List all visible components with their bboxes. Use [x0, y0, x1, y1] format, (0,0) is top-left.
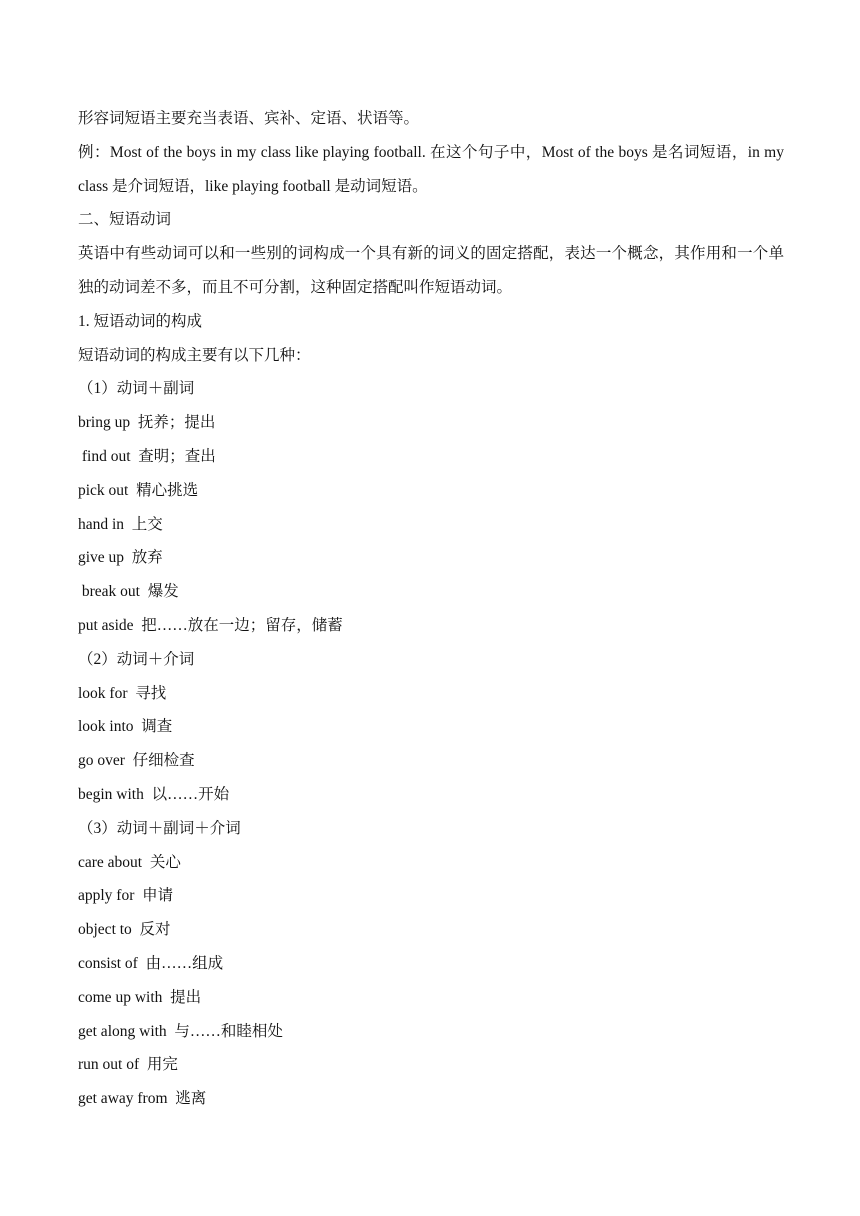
subheading-intro: 短语动词的构成主要有以下几种： — [78, 346, 311, 364]
phrase-item: come up with 提出 — [78, 988, 202, 1006]
document-page — [78, 102, 784, 1116]
phrase-item: go over 仔细检查 — [78, 752, 195, 770]
phrase-item: give up 放弃 — [78, 549, 163, 567]
phrase-item: get along with 与……和睦相处 — [78, 1022, 283, 1040]
phrase-item: pick out 精心挑选 — [78, 481, 199, 499]
phrase-item: look for 寻找 — [78, 684, 167, 702]
phrase-item: hand in 上交 — [78, 515, 163, 533]
example-paragraph: 例：Most of the boys in my class like playing football. 在这个句子中，Most of the boys 是名词短语，in my class 是介词短语，like playing football 是动词短语。 — [78, 143, 784, 195]
phrase-item: begin with 以……开始 — [78, 785, 230, 803]
intro-line: 形容词短语主要充当表语、宾补、定语、状语等。 — [78, 110, 420, 127]
phrase-item: get away from 逃离 — [78, 1090, 207, 1108]
group-label-verb-adverb: （1）动词＋副词 — [78, 380, 195, 398]
phrase-item: bring up 抚养；提出 — [78, 414, 216, 432]
group-label-verb-adverb-preposition: （3）动词＋副词＋介词 — [78, 819, 241, 837]
phrase-item: care about 关心 — [78, 853, 181, 871]
section-heading: 二、短语动词 — [78, 211, 172, 229]
phrase-item: consist of 由……组成 — [78, 954, 224, 972]
subheading: 1. 短语动词的构成 — [78, 312, 203, 330]
definition-paragraph: 英语中有些动词可以和一些别的词构成一个具有新的词义的固定搭配，表达一个概念，其作用和一个单独的动词差不多，而且不可分割，这种固定搭配叫作短语动词。 — [78, 245, 784, 296]
group-label-verb-preposition: （2）动词＋介词 — [78, 650, 195, 668]
phrase-item: find out 查明；查出 — [78, 447, 216, 465]
phrase-item: run out of 用完 — [78, 1056, 178, 1074]
phrase-item: put aside 把……放在一边；留存，储蓄 — [78, 616, 343, 634]
phrase-item: look into 调查 — [78, 718, 173, 736]
phrase-item: apply for 申请 — [78, 887, 174, 905]
phrase-item: object to 反对 — [78, 921, 171, 939]
phrase-item: break out 爆发 — [78, 583, 179, 601]
